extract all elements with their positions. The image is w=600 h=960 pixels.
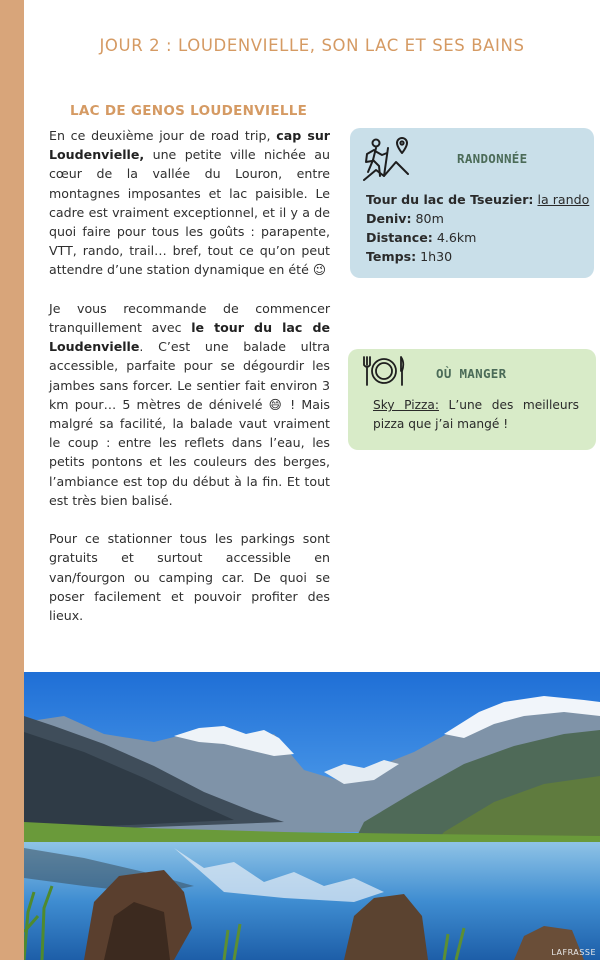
route-label: Tour du lac de Tseuzier: <box>366 192 534 207</box>
photo-watermark: LAFRASSE <box>551 948 596 957</box>
article-paragraph-2 <box>49 299 330 510</box>
article-paragraph-3: Pour ce stationner tous les parkings sont gratuits et surtout accessible en van/fourgon ou camping car. De quoi se poser facilement et pouvoir profiter des lieux. <box>49 531 330 624</box>
highlight-text: cap sur Loudenvielle, <box>49 128 331 163</box>
distance-label: Distance: <box>366 230 433 245</box>
food-review-text: L’une des meilleurs pizza que j’ai mangé ! <box>373 398 579 431</box>
hiker-icon <box>362 136 410 182</box>
food-description <box>373 396 579 433</box>
text-run: . C’est une balade ultra accessible, parfaite pour se dégourdir les jambes sans forcer. Le sentier fait environ 3 km pour… 5 mètres de dénivelé 😄 ! Mais malgré sa facilité, la balade vaut vraiment le coup : entre les reflets dans l’eau, les petits pontons et les couleurs des berges, l’ambiance est top du début à la fin. Et tout est très bien balisé. <box>49 339 330 508</box>
restaurant-link[interactable]: Sky Pizza: <box>373 398 439 412</box>
text-run: Je vous recommande de commencer tranquillement avec <box>49 300 330 336</box>
deniv-value: 80m <box>415 211 444 226</box>
plate-cutlery-icon <box>361 355 407 387</box>
left-accent-bar <box>0 0 24 960</box>
text-run: une petite ville nichée au cœur de la vallée du Louron, entre montagnes imposantes et lac paisible. Le cadre est vraiment exceptionnel, et il y a de quoi faire pour tous les goûts : parapente, VTT, rando, trail… bref, tout ce qu’on peut attendre d’une station dynamique en été 😉 <box>49 147 330 278</box>
landscape-image <box>24 672 600 960</box>
hike-time-row <box>366 247 589 266</box>
hike-card-title: RANDONNÉE <box>457 151 528 166</box>
hike-details <box>366 190 589 266</box>
food-info-card <box>348 349 596 450</box>
article-body <box>49 126 330 644</box>
hike-route-row <box>366 190 589 209</box>
hike-route-link[interactable]: la rando <box>537 192 590 207</box>
lake-mountain-photo <box>24 672 600 960</box>
hike-deniv-row <box>366 209 589 228</box>
distance-value: 4.6km <box>436 230 477 245</box>
article-paragraph-1 <box>49 126 330 280</box>
hike-info-card <box>350 128 594 278</box>
text-run: En ce deuxième jour de road trip, <box>49 128 277 143</box>
highlight-text: le tour du lac de Loudenvielle <box>49 320 331 355</box>
page-title: JOUR 2 : LOUDENVIELLE, SON LAC ET SES BAINS <box>99 36 525 55</box>
time-value: 1h30 <box>420 249 453 264</box>
deniv-label: Deniv: <box>366 211 412 226</box>
section-subtitle: LAC DE GENOS LOUDENVIELLE <box>70 103 308 119</box>
time-label: Temps: <box>366 249 417 264</box>
food-card-title: OÙ MANGER <box>436 366 507 381</box>
hike-distance-row <box>366 228 589 247</box>
